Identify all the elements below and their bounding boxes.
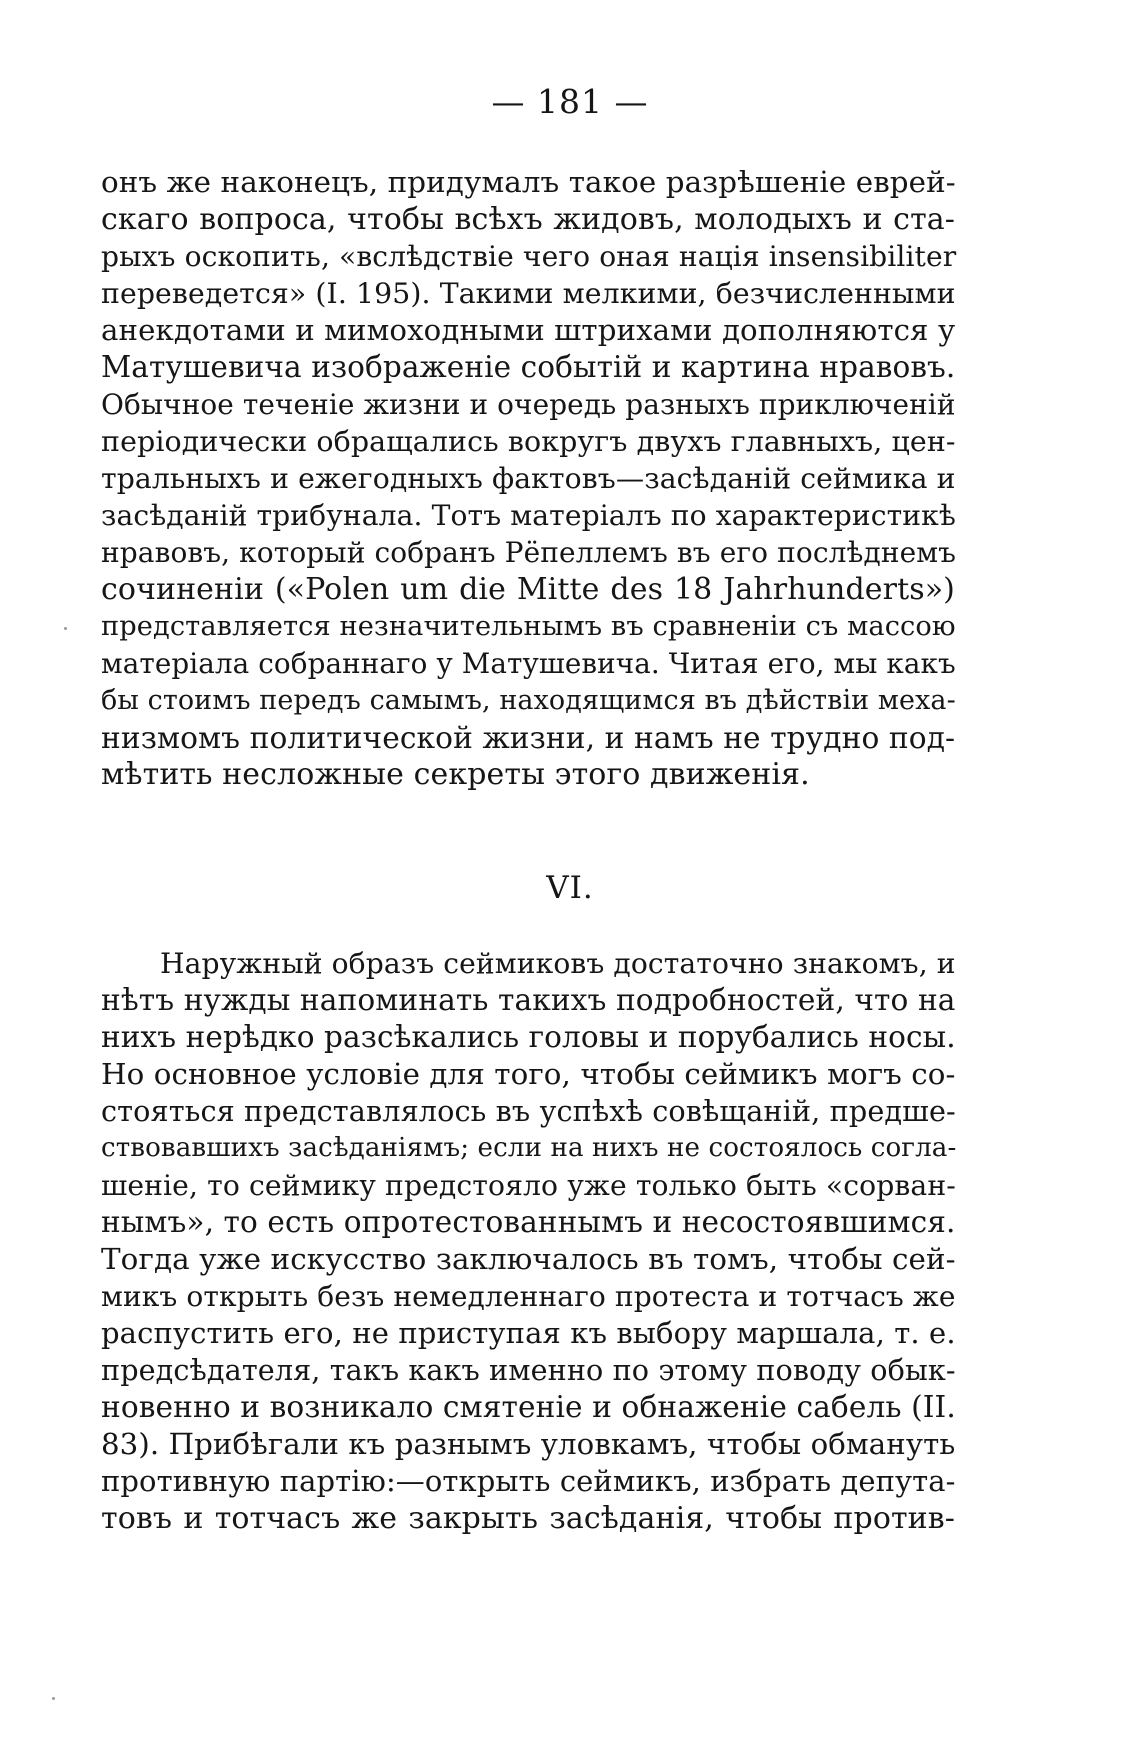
paragraph-line: Обычное теченіе жизни и очередь разныхъ приключеній (101, 388, 956, 421)
paragraph-line: сочиненіи («Polen um die Mitte des 18 Jahrhunderts») (101, 572, 955, 607)
paragraph-line: распустить его, не приступая къ выбору маршала, т. е. (101, 1316, 956, 1350)
paragraph-line: новенно и возникало смятеніе и обнаженіе сабель (II. (101, 1390, 956, 1424)
paragraph-line: матеріала собраннаго у Матушевича. Читая его, мы какъ (101, 647, 956, 680)
paragraph-line: мѣтить несложные секреты этого движенія. (101, 757, 810, 792)
paragraph-1 (101, 164, 955, 793)
paragraph-line: 83). Прибѣгали къ разнымъ уловкамъ, чтобы обмануть (101, 1427, 956, 1461)
page-number: — 181 — (491, 82, 649, 121)
paragraph-line: нѣтъ нужды напоминать такихъ подробностей, что на (101, 983, 956, 1017)
paragraph-line: Но основное условіе для того, чтобы сеймикъ могъ со- (101, 1057, 956, 1091)
paragraph-line: противную партію:—открыть сеймикъ, избрать депута- (101, 1464, 956, 1498)
paragraph-line: Тогда уже искусство заключалось въ томъ, чтобы сей- (101, 1242, 956, 1276)
paragraph-line: рыхъ оскопить, «вслѣдствіе чего оная нація insensibiliter (101, 240, 957, 273)
paragraph-line: стояться представлялось въ успѣхѣ совѣщаній, предше- (101, 1094, 956, 1128)
paragraph-line: переведется» (I. 195). Такими мелкими, безчисленными (101, 277, 956, 310)
paragraph-line: скаго вопроса, чтобы всѣхъ жидовъ, молодыхъ и ста- (101, 202, 955, 237)
paragraph-line: микъ открыть безъ немедленнаго протеста и тотчасъ же (101, 1280, 956, 1313)
paragraph-line: предсѣдателя, такъ какъ именно по этому поводу обык- (101, 1353, 956, 1387)
scan-speck (52, 1697, 55, 1700)
paragraph-2 (101, 945, 955, 1537)
paragraph-line: нравовъ, который собранъ Рёпеллемъ въ его послѣднемъ (101, 536, 957, 569)
paragraph-line: представляется незначительнымъ въ сравненіи съ массою (101, 611, 956, 642)
paragraph-line: засѣданій трибунала. Тотъ матеріалъ по характеристикѣ (101, 499, 956, 532)
paragraph-line: тральныхъ и ежегодныхъ фактовъ—засѣданій сеймика и (101, 462, 956, 495)
paragraph-line: нымъ», то есть опротестованнымъ и несостоявшимся. (101, 1205, 956, 1239)
paragraph-line: шеніе, то сеймику предстояло уже только быть «сорван- (101, 1169, 956, 1202)
scan-speck (64, 627, 67, 630)
paragraph-line: низмомъ политической жизни, и намъ не трудно под- (101, 720, 956, 755)
paragraph-line: товъ и тотчасъ же закрыть засѣданія, чтобы против- (101, 1501, 955, 1536)
paragraph-line: нихъ нерѣдко разсѣкались головы и порубались носы. (101, 1020, 956, 1054)
paragraph-line: ствовавшихъ засѣданіямъ; если на нихъ не состоялось согла- (101, 1133, 957, 1163)
paragraph-line: Наружный образъ сеймиковъ достаточно знакомъ, и (160, 947, 956, 980)
paragraph-line: анекдотами и мимоходными штрихами дополняются у (101, 313, 956, 347)
paragraph-line: бы стоимъ передъ самымъ, находящимся въ дѣйствіи меха- (101, 685, 956, 716)
paragraph-line: періодически обращались вокругъ двухъ главныхъ, цен- (101, 425, 956, 458)
section-heading: VI. (546, 870, 594, 906)
paragraph-line: онъ же наконецъ, придумалъ такое разрѣшеніе еврей- (101, 165, 956, 199)
paragraph-line: Матушевича изображеніе событій и картина нравовъ. (101, 350, 956, 384)
